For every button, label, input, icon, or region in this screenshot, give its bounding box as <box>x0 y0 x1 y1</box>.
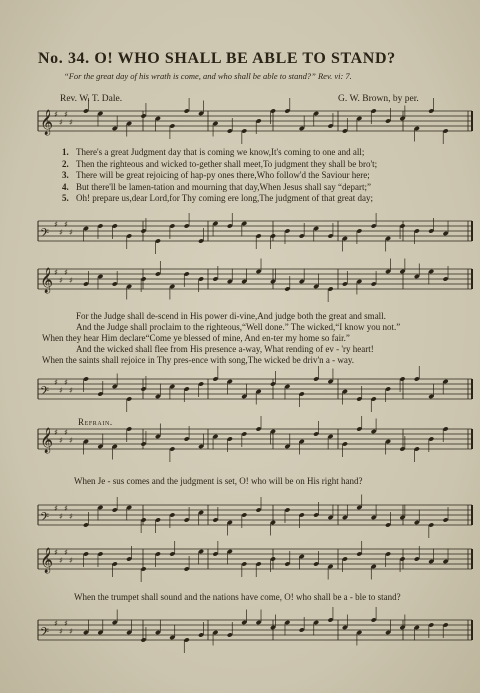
sharp-sign: ♯ <box>64 378 68 387</box>
verse-continuation-line: When the saints shall rejoice in Thy pres-ence with song,The wicked be driv'n a - way. <box>42 355 355 365</box>
sharp-sign: ♯ <box>59 118 63 127</box>
lyricist-credit: Rev. W. T. Dale. <box>60 94 123 104</box>
sharp-sign: ♯ <box>54 220 58 229</box>
composer-credit: G. W. Brown, by per. <box>338 94 419 104</box>
sharp-sign: ♯ <box>59 556 63 565</box>
sharp-sign: ♯ <box>54 504 58 513</box>
sharp-sign: ♯ <box>69 512 73 521</box>
sharp-sign: ♯ <box>59 627 63 636</box>
sharp-sign: ♯ <box>64 268 68 277</box>
treble-clef: 𝄞 <box>40 110 54 135</box>
bass-clef: 𝄢 <box>40 511 50 527</box>
verse-line <box>62 147 472 159</box>
sharp-sign: ♯ <box>69 436 73 445</box>
sharp-sign: ♯ <box>64 619 68 628</box>
refrain-label: Refrain. <box>78 417 113 427</box>
verse-line <box>62 170 472 182</box>
verse-continuation-line: When they hear Him declare“Come ye blessed of mine, And en-ter my home so fair.” <box>42 333 350 343</box>
sharp-sign: ♯ <box>64 548 68 557</box>
sharp-sign: ♯ <box>69 627 73 636</box>
scripture-epigraph: “For the great day of his wrath is come, and who shall be able to stand?” Rev. vi: 7. <box>64 71 352 81</box>
treble-clef: 𝄞 <box>40 268 54 293</box>
verse-number: 3. <box>62 170 69 181</box>
sharp-sign: ♯ <box>69 228 73 237</box>
sharp-sign: ♯ <box>54 110 58 119</box>
sharp-sign: ♯ <box>69 118 73 127</box>
sharp-sign: ♯ <box>54 548 58 557</box>
verse-number: 2. <box>62 158 69 169</box>
bass-clef: 𝄢 <box>40 227 50 243</box>
verse-block-1 <box>62 147 472 205</box>
sharp-sign: ♯ <box>54 378 58 387</box>
verse-line <box>62 193 472 205</box>
sharp-sign: ♯ <box>59 386 63 395</box>
verse-line <box>62 159 472 171</box>
sharp-sign: ♯ <box>64 428 68 437</box>
sharp-sign: ♯ <box>64 220 68 229</box>
sharp-sign: ♯ <box>69 556 73 565</box>
verse-text: There will be great rejoicing of hap-py ones there,Who follow'd the Saviour here; <box>76 170 370 181</box>
sharp-sign: ♯ <box>69 386 73 395</box>
sharp-sign: ♯ <box>59 228 63 237</box>
verse-continuation-line: And the Judge shall proclaim to the righteous,“Well done.” The wicked,“I know you not.” <box>76 322 401 332</box>
verse-text: But there'll be lamen-tation and mourning that day,When Jesus shall say “depart;” <box>76 181 371 192</box>
refrain-line-2: When the trumpet shall sound and the nations have come, O! who shall be a - ble to stand? <box>74 592 401 602</box>
verse-number: 4. <box>62 181 69 192</box>
verse-number: 1. <box>62 147 69 157</box>
sharp-sign: ♯ <box>59 276 63 285</box>
bass-clef: 𝄢 <box>40 626 50 642</box>
sharp-sign: ♯ <box>64 110 68 119</box>
verse-line <box>62 182 472 194</box>
sharp-sign: ♯ <box>64 504 68 513</box>
sharp-sign: ♯ <box>54 428 58 437</box>
sharp-sign: ♯ <box>54 619 58 628</box>
verse-number: 5. <box>62 193 69 204</box>
treble-clef: 𝄞 <box>40 428 54 453</box>
refrain-line-1: When Je - sus comes and the judgment is set, O! who will be on His right hand? <box>74 476 363 486</box>
verse-continuation-line: For the Judge shall de-scend in His power di-vine,And judge both the great and small. <box>76 311 386 321</box>
sharp-sign: ♯ <box>59 512 63 521</box>
bass-clef: 𝄢 <box>40 385 50 401</box>
verse-text: There's a great Judgment day that is coming we know,It's coming to one and all; <box>76 147 365 157</box>
sharp-sign: ♯ <box>59 436 63 445</box>
verse-text: Oh! prepare us,dear Lord,for Thy coming ere long,The judgment of that great day; <box>76 193 373 204</box>
treble-clef: 𝄞 <box>40 548 54 573</box>
verse-continuation-line: And the wicked shall flee from His presence a-way, What rending of ev - 'ry heart! <box>76 344 374 354</box>
hymn-title: No. 34. O! WHO SHALL BE ABLE TO STAND? <box>38 50 396 67</box>
sharp-sign: ♯ <box>54 268 58 277</box>
sharp-sign: ♯ <box>69 276 73 285</box>
verse-text: Then the righteous and wicked to-gether shall meet,To judgment they shall be bro't; <box>76 158 378 169</box>
